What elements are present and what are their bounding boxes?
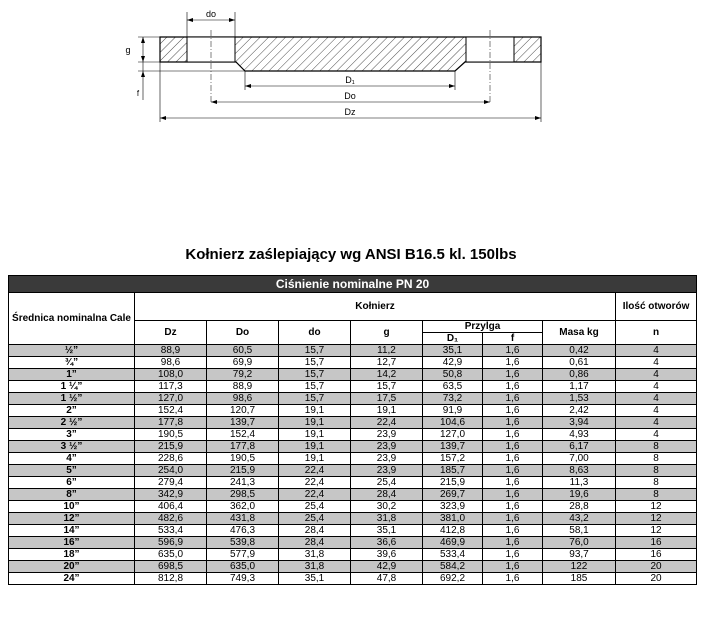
cell-do-small: 22,4 [279, 489, 351, 501]
cell-size: 3” [9, 429, 135, 441]
cell-g: 35,1 [351, 525, 423, 537]
dim-label-Dz: Dz [344, 107, 356, 117]
cell-g: 25,4 [351, 477, 423, 489]
cell-g: 22,4 [351, 417, 423, 429]
cell-dz: 215,9 [135, 441, 207, 453]
table-row [9, 549, 697, 561]
cell-do-small: 35,1 [279, 573, 351, 585]
cell-g: 23,9 [351, 441, 423, 453]
dim-label-g: g [125, 45, 131, 55]
cell-f: 1,6 [483, 369, 543, 381]
cell-do-small: 19,1 [279, 405, 351, 417]
col-do-big: Do [207, 321, 279, 345]
cell-f: 1,6 [483, 441, 543, 453]
col-group-flange: Kołnierz [135, 293, 616, 321]
col-holes: Ilość otworów [616, 293, 697, 321]
cell-size: 2” [9, 405, 135, 417]
cell-d1: 469,9 [423, 537, 483, 549]
cell-do-small: 15,7 [279, 381, 351, 393]
cell-do-small: 25,4 [279, 501, 351, 513]
table-row [9, 537, 697, 549]
cell-n: 8 [616, 489, 697, 501]
col-do-small: do [279, 321, 351, 345]
cell-dz: 482,6 [135, 513, 207, 525]
cell-size: 1 ¼” [9, 381, 135, 393]
cell-mass: 3,94 [543, 417, 616, 429]
cell-do-big: 60,5 [207, 345, 279, 357]
table-row [9, 501, 697, 513]
cell-d1: 533,4 [423, 549, 483, 561]
cell-dz: 533,4 [135, 525, 207, 537]
cell-do-big: 431,8 [207, 513, 279, 525]
cell-do-big: 298,5 [207, 489, 279, 501]
cell-do-small: 31,8 [279, 561, 351, 573]
cell-d1: 412,8 [423, 525, 483, 537]
cell-f: 1,6 [483, 537, 543, 549]
cell-d1: 269,7 [423, 489, 483, 501]
cell-do-small: 19,1 [279, 417, 351, 429]
cell-do-small: 22,4 [279, 477, 351, 489]
cell-dz: 127,0 [135, 393, 207, 405]
cell-do-small: 15,7 [279, 345, 351, 357]
cell-n: 4 [616, 357, 697, 369]
cell-dz: 190,5 [135, 429, 207, 441]
cell-size: 20” [9, 561, 135, 573]
cell-do-big: 476,3 [207, 525, 279, 537]
cell-g: 31,8 [351, 513, 423, 525]
cell-size: ½” [9, 345, 135, 357]
cell-n: 8 [616, 477, 697, 489]
table-row [9, 453, 697, 465]
table-row [9, 573, 697, 585]
cell-do-big: 241,3 [207, 477, 279, 489]
cell-do-small: 19,1 [279, 429, 351, 441]
table-row [9, 513, 697, 525]
cell-mass: 1,53 [543, 393, 616, 405]
cell-size: 12” [9, 513, 135, 525]
table-row [9, 441, 697, 453]
dim-label-do: do [205, 9, 217, 19]
cell-size: 8” [9, 489, 135, 501]
cell-d1: 215,9 [423, 477, 483, 489]
cell-f: 1,6 [483, 489, 543, 501]
cell-mass: 58,1 [543, 525, 616, 537]
cell-do-big: 79,2 [207, 369, 279, 381]
cell-n: 4 [616, 405, 697, 417]
dim-label-f: f [136, 89, 140, 98]
cell-do-small: 22,4 [279, 465, 351, 477]
cell-mass: 0,42 [543, 345, 616, 357]
cell-g: 19,1 [351, 405, 423, 417]
cell-g: 39,6 [351, 549, 423, 561]
cell-n: 16 [616, 537, 697, 549]
cell-d1: 584,2 [423, 561, 483, 573]
cell-size: 14” [9, 525, 135, 537]
cell-do-big: 539,8 [207, 537, 279, 549]
cell-mass: 0,86 [543, 369, 616, 381]
col-d1: D₁ [423, 333, 483, 345]
table-row [9, 489, 697, 501]
cell-f: 1,6 [483, 357, 543, 369]
cell-dz: 98,6 [135, 357, 207, 369]
cell-do-big: 749,3 [207, 573, 279, 585]
cell-d1: 104,6 [423, 417, 483, 429]
cell-size: 16” [9, 537, 135, 549]
cell-mass: 28,8 [543, 501, 616, 513]
cell-size: 6” [9, 477, 135, 489]
cell-f: 1,6 [483, 465, 543, 477]
cell-f: 1,6 [483, 561, 543, 573]
col-g: g [351, 321, 423, 345]
flange-table [8, 275, 697, 585]
table-row [9, 525, 697, 537]
cell-dz: 108,0 [135, 369, 207, 381]
cell-size: 10” [9, 501, 135, 513]
table-row [9, 465, 697, 477]
col-f: f [483, 333, 543, 345]
cell-mass: 185 [543, 573, 616, 585]
cell-mass: 122 [543, 561, 616, 573]
cell-do-big: 190,5 [207, 453, 279, 465]
cell-do-big: 635,0 [207, 561, 279, 573]
cell-size: 5” [9, 465, 135, 477]
cell-f: 1,6 [483, 513, 543, 525]
cell-n: 12 [616, 513, 697, 525]
table-row [9, 393, 697, 405]
cell-d1: 91,9 [423, 405, 483, 417]
cell-mass: 7,00 [543, 453, 616, 465]
cell-f: 1,6 [483, 405, 543, 417]
cell-n: 4 [616, 381, 697, 393]
cell-n: 16 [616, 549, 697, 561]
cell-do-big: 177,8 [207, 441, 279, 453]
cell-f: 1,6 [483, 417, 543, 429]
cell-d1: 63,5 [423, 381, 483, 393]
col-n: n [616, 321, 697, 345]
cell-do-big: 152,4 [207, 429, 279, 441]
cell-mass: 0,61 [543, 357, 616, 369]
cell-n: 8 [616, 453, 697, 465]
cell-do-big: 362,0 [207, 501, 279, 513]
cell-do-big: 69,9 [207, 357, 279, 369]
cell-do-big: 98,6 [207, 393, 279, 405]
cell-dz: 342,9 [135, 489, 207, 501]
cell-f: 1,6 [483, 429, 543, 441]
cell-dz: 117,3 [135, 381, 207, 393]
cell-n: 20 [616, 561, 697, 573]
cell-f: 1,6 [483, 393, 543, 405]
col-mass: Masa kg [543, 321, 616, 345]
cell-d1: 692,2 [423, 573, 483, 585]
cell-dz: 177,8 [135, 417, 207, 429]
cell-do-small: 28,4 [279, 525, 351, 537]
cell-g: 30,2 [351, 501, 423, 513]
dim-label-d1: D₁ [345, 75, 355, 85]
cell-g: 47,8 [351, 573, 423, 585]
cell-mass: 11,3 [543, 477, 616, 489]
cell-d1: 73,2 [423, 393, 483, 405]
table-row [9, 417, 697, 429]
cell-f: 1,6 [483, 525, 543, 537]
cell-dz: 406,4 [135, 501, 207, 513]
cell-n: 12 [616, 501, 697, 513]
cell-d1: 185,7 [423, 465, 483, 477]
cell-do-big: 577,9 [207, 549, 279, 561]
dim-label-Do: Do [344, 91, 356, 101]
cell-dz: 812,8 [135, 573, 207, 585]
cell-n: 4 [616, 345, 697, 357]
table-row [9, 381, 697, 393]
col-group-przylga: Przylga [423, 321, 543, 333]
cell-g: 36,6 [351, 537, 423, 549]
cell-n: 4 [616, 393, 697, 405]
table-row [9, 345, 697, 357]
cell-do-small: 15,7 [279, 357, 351, 369]
cell-f: 1,6 [483, 453, 543, 465]
cell-size: 24” [9, 573, 135, 585]
cell-do-small: 25,4 [279, 513, 351, 525]
cell-g: 42,9 [351, 561, 423, 573]
cell-mass: 1,17 [543, 381, 616, 393]
cell-do-small: 15,7 [279, 369, 351, 381]
cell-do-small: 19,1 [279, 441, 351, 453]
cell-size: 1” [9, 369, 135, 381]
cell-g: 17,5 [351, 393, 423, 405]
cell-dz: 279,4 [135, 477, 207, 489]
cell-mass: 43,2 [543, 513, 616, 525]
cell-do-small: 19,1 [279, 453, 351, 465]
cell-d1: 323,9 [423, 501, 483, 513]
cell-f: 1,6 [483, 381, 543, 393]
cell-d1: 139,7 [423, 441, 483, 453]
cell-g: 23,9 [351, 429, 423, 441]
cell-mass: 4,93 [543, 429, 616, 441]
cell-mass: 93,7 [543, 549, 616, 561]
page-title: Kołnierz zaślepiający wg ANSI B16.5 kl. 150lbs [185, 246, 517, 263]
cell-f: 1,6 [483, 549, 543, 561]
cell-mass: 76,0 [543, 537, 616, 549]
cell-do-big: 120,7 [207, 405, 279, 417]
cell-g: 23,9 [351, 465, 423, 477]
cell-d1: 42,9 [423, 357, 483, 369]
cell-f: 1,6 [483, 477, 543, 489]
cell-n: 8 [616, 465, 697, 477]
cell-g: 15,7 [351, 381, 423, 393]
cell-do-small: 28,4 [279, 537, 351, 549]
cell-do-small: 31,8 [279, 549, 351, 561]
cell-d1: 35,1 [423, 345, 483, 357]
cell-f: 1,6 [483, 573, 543, 585]
cell-f: 1,6 [483, 345, 543, 357]
cell-do-big: 215,9 [207, 465, 279, 477]
cell-dz: 698,5 [135, 561, 207, 573]
cell-n: 12 [616, 525, 697, 537]
cell-dz: 635,0 [135, 549, 207, 561]
table-row [9, 357, 697, 369]
cell-n: 4 [616, 417, 697, 429]
cell-n: 20 [616, 573, 697, 585]
cell-do-small: 15,7 [279, 393, 351, 405]
table-row [9, 477, 697, 489]
cell-mass: 2,42 [543, 405, 616, 417]
cell-mass: 6,17 [543, 441, 616, 453]
table-row [9, 429, 697, 441]
cell-g: 11,2 [351, 345, 423, 357]
cell-d1: 381,0 [423, 513, 483, 525]
cell-size: 3 ½” [9, 441, 135, 453]
cell-size: ¾” [9, 357, 135, 369]
col-dz: Dz [135, 321, 207, 345]
cell-g: 12,7 [351, 357, 423, 369]
cell-d1: 157,2 [423, 453, 483, 465]
cell-dz: 596,9 [135, 537, 207, 549]
cell-do-big: 139,7 [207, 417, 279, 429]
table-row [9, 405, 697, 417]
cell-g: 28,4 [351, 489, 423, 501]
cell-mass: 19,6 [543, 489, 616, 501]
cell-n: 4 [616, 369, 697, 381]
cell-size: 1 ½” [9, 393, 135, 405]
cell-size: 2 ½” [9, 417, 135, 429]
cell-mass: 8,63 [543, 465, 616, 477]
flange-drawing [0, 0, 702, 130]
cell-g: 14,2 [351, 369, 423, 381]
cell-d1: 50,8 [423, 369, 483, 381]
pressure-band: Ciśnienie nominalne PN 20 [9, 276, 697, 293]
col-size: Średnica nominalna Cale [9, 293, 135, 345]
cell-dz: 88,9 [135, 345, 207, 357]
table-row [9, 369, 697, 381]
cell-n: 4 [616, 429, 697, 441]
cell-dz: 228,6 [135, 453, 207, 465]
cell-do-big: 88,9 [207, 381, 279, 393]
cell-size: 18” [9, 549, 135, 561]
cell-g: 23,9 [351, 453, 423, 465]
cell-dz: 254,0 [135, 465, 207, 477]
cell-f: 1,6 [483, 501, 543, 513]
table-row [9, 561, 697, 573]
cell-dz: 152,4 [135, 405, 207, 417]
cell-size: 4” [9, 453, 135, 465]
cell-n: 8 [616, 441, 697, 453]
cell-d1: 127,0 [423, 429, 483, 441]
